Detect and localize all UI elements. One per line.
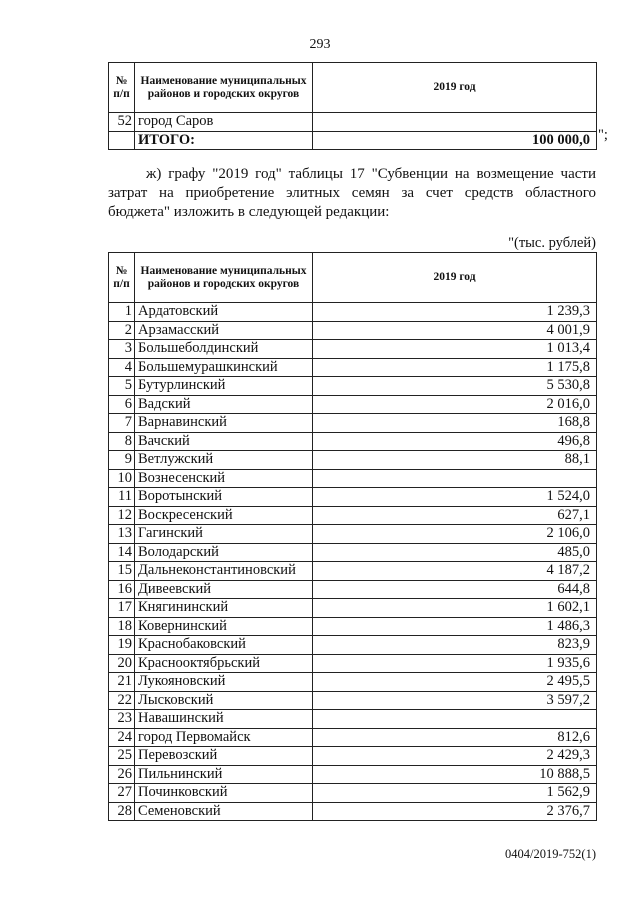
row-number: 28 xyxy=(109,802,135,821)
header-name: Наименование муниципальных районов и городских округов xyxy=(135,253,313,303)
row-number: 1 xyxy=(109,303,135,322)
row-name: Гагинский xyxy=(135,525,313,544)
table-row xyxy=(109,691,597,710)
table-row xyxy=(109,784,597,803)
table-row xyxy=(109,710,597,729)
row-value: 4 187,2 xyxy=(313,562,597,581)
row-name: Варнавинский xyxy=(135,414,313,433)
table-row xyxy=(109,747,597,766)
total-empty-cell xyxy=(109,131,135,150)
table-closer: "; xyxy=(598,127,608,143)
table-row xyxy=(109,303,597,322)
table-row xyxy=(109,636,597,655)
main-table-header xyxy=(109,253,597,303)
table-row xyxy=(109,673,597,692)
table-row xyxy=(109,654,597,673)
table-row xyxy=(109,617,597,636)
row-name: Бутурлинский xyxy=(135,377,313,396)
row-number: 25 xyxy=(109,747,135,766)
table-row xyxy=(109,414,597,433)
table-row xyxy=(109,321,597,340)
table-row xyxy=(109,451,597,470)
row-number: 27 xyxy=(109,784,135,803)
table-row xyxy=(109,525,597,544)
row-name: Краснобаковский xyxy=(135,636,313,655)
row-name: Княгининский xyxy=(135,599,313,618)
row-name: Краснооктябрьский xyxy=(135,654,313,673)
table-row xyxy=(109,469,597,488)
row-name: Воротынский xyxy=(135,488,313,507)
row-number: 18 xyxy=(109,617,135,636)
row-value xyxy=(313,710,597,729)
main-table xyxy=(108,252,597,821)
row-value: 823,9 xyxy=(313,636,597,655)
row-number: 26 xyxy=(109,765,135,784)
paragraph-line-1: ж) графу "2019 год" таблицы 17 "Субвенции на возмещение части xyxy=(146,166,596,182)
row-value: 644,8 xyxy=(313,580,597,599)
row-number: 7 xyxy=(109,414,135,433)
table-row xyxy=(109,562,597,581)
row-number: 22 xyxy=(109,691,135,710)
row-name: Володарский xyxy=(135,543,313,562)
row-name: Вачский xyxy=(135,432,313,451)
total-value: 100 000,0 xyxy=(313,131,597,150)
row-name: Арзамасский xyxy=(135,321,313,340)
amendment-paragraph xyxy=(108,165,596,222)
row-number: 14 xyxy=(109,543,135,562)
row-value: 496,8 xyxy=(313,432,597,451)
row-number: 6 xyxy=(109,395,135,414)
row-value: 627,1 xyxy=(313,506,597,525)
row-number: 9 xyxy=(109,451,135,470)
row-value: 1 486,3 xyxy=(313,617,597,636)
row-value: 2 376,7 xyxy=(313,802,597,821)
row-value: 1 935,6 xyxy=(313,654,597,673)
row-value: 2 016,0 xyxy=(313,395,597,414)
header-num: № п/п xyxy=(109,253,135,303)
table-row xyxy=(109,506,597,525)
row-value: 485,0 xyxy=(313,543,597,562)
page-number: 293 xyxy=(309,37,331,52)
row-value: 1 239,3 xyxy=(313,303,597,322)
row-number: 17 xyxy=(109,599,135,618)
row-name: Лысковский xyxy=(135,691,313,710)
row-value: 812,6 xyxy=(313,728,597,747)
row-value: 1 602,1 xyxy=(313,599,597,618)
total-label: ИТОГО: xyxy=(135,131,313,150)
table-row xyxy=(109,765,597,784)
row-number: 2 xyxy=(109,321,135,340)
row-value: 1 013,4 xyxy=(313,340,597,359)
row-value: 1 175,8 xyxy=(313,358,597,377)
row-number: 3 xyxy=(109,340,135,359)
header-year: 2019 год xyxy=(313,253,597,303)
row-value: 4 001,9 xyxy=(313,321,597,340)
row-name: Пильнинский xyxy=(135,765,313,784)
row-value: 2 106,0 xyxy=(313,525,597,544)
table-row xyxy=(109,432,597,451)
row-value: 88,1 xyxy=(313,451,597,470)
row-number: 16 xyxy=(109,580,135,599)
table-row xyxy=(109,728,597,747)
unit-label: "(тыс. рублей) xyxy=(508,235,596,251)
row-name: город Саров xyxy=(135,113,313,132)
paragraph-line-3: бюджета" изложить в следующей редакции: xyxy=(108,204,390,220)
table-row xyxy=(109,543,597,562)
row-number: 23 xyxy=(109,710,135,729)
row-number: 20 xyxy=(109,654,135,673)
main-table-body xyxy=(109,303,597,821)
row-name: Большеболдинский xyxy=(135,340,313,359)
row-name: Навашинский xyxy=(135,710,313,729)
row-value: 168,8 xyxy=(313,414,597,433)
row-number: 15 xyxy=(109,562,135,581)
row-name: Семеновский xyxy=(135,802,313,821)
row-value: 2 495,5 xyxy=(313,673,597,692)
row-name: Воскресенский xyxy=(135,506,313,525)
row-name: Ардатовский xyxy=(135,303,313,322)
header-num: № п/п xyxy=(109,63,135,113)
top-table xyxy=(108,62,597,150)
total-row xyxy=(109,131,597,150)
row-name: Большемурашкинский xyxy=(135,358,313,377)
row-number: 8 xyxy=(109,432,135,451)
table-row xyxy=(109,802,597,821)
row-name: Лукояновский xyxy=(135,673,313,692)
row-number: 52 xyxy=(109,113,135,132)
header-year: 2019 год xyxy=(313,63,597,113)
row-number: 13 xyxy=(109,525,135,544)
row-number: 19 xyxy=(109,636,135,655)
row-name: Перевозский xyxy=(135,747,313,766)
row-number: 4 xyxy=(109,358,135,377)
row-number: 24 xyxy=(109,728,135,747)
row-value: 1 524,0 xyxy=(313,488,597,507)
table-row xyxy=(109,377,597,396)
row-name: Дальнеконстантиновский xyxy=(135,562,313,581)
row-number: 10 xyxy=(109,469,135,488)
header-name: Наименование муниципальных районов и городских округов xyxy=(135,63,313,113)
row-name: Вознесенский xyxy=(135,469,313,488)
row-name: город Первомайск xyxy=(135,728,313,747)
table-row xyxy=(109,358,597,377)
table-row xyxy=(109,340,597,359)
row-value: 3 597,2 xyxy=(313,691,597,710)
row-value: 2 429,3 xyxy=(313,747,597,766)
row-value xyxy=(313,469,597,488)
row-name: Ковернинский xyxy=(135,617,313,636)
table-row xyxy=(109,580,597,599)
row-number: 12 xyxy=(109,506,135,525)
row-value: 5 530,8 xyxy=(313,377,597,396)
table-row xyxy=(109,599,597,618)
row-value: 1 562,9 xyxy=(313,784,597,803)
row-name: Починковский xyxy=(135,784,313,803)
top-table-header xyxy=(109,63,597,113)
row-number: 21 xyxy=(109,673,135,692)
paragraph-line-2: затрат на приобретение элитных семян за счет средств областного xyxy=(108,185,596,201)
table-row xyxy=(109,488,597,507)
document-id: 0404/2019-752(1) xyxy=(505,847,596,861)
row-name: Ветлужский xyxy=(135,451,313,470)
table-row xyxy=(109,113,597,132)
row-name: Дивеевский xyxy=(135,580,313,599)
row-value: 10 888,5 xyxy=(313,765,597,784)
row-number: 5 xyxy=(109,377,135,396)
row-name: Вадский xyxy=(135,395,313,414)
row-value xyxy=(313,113,597,132)
row-number: 11 xyxy=(109,488,135,507)
table-row xyxy=(109,395,597,414)
